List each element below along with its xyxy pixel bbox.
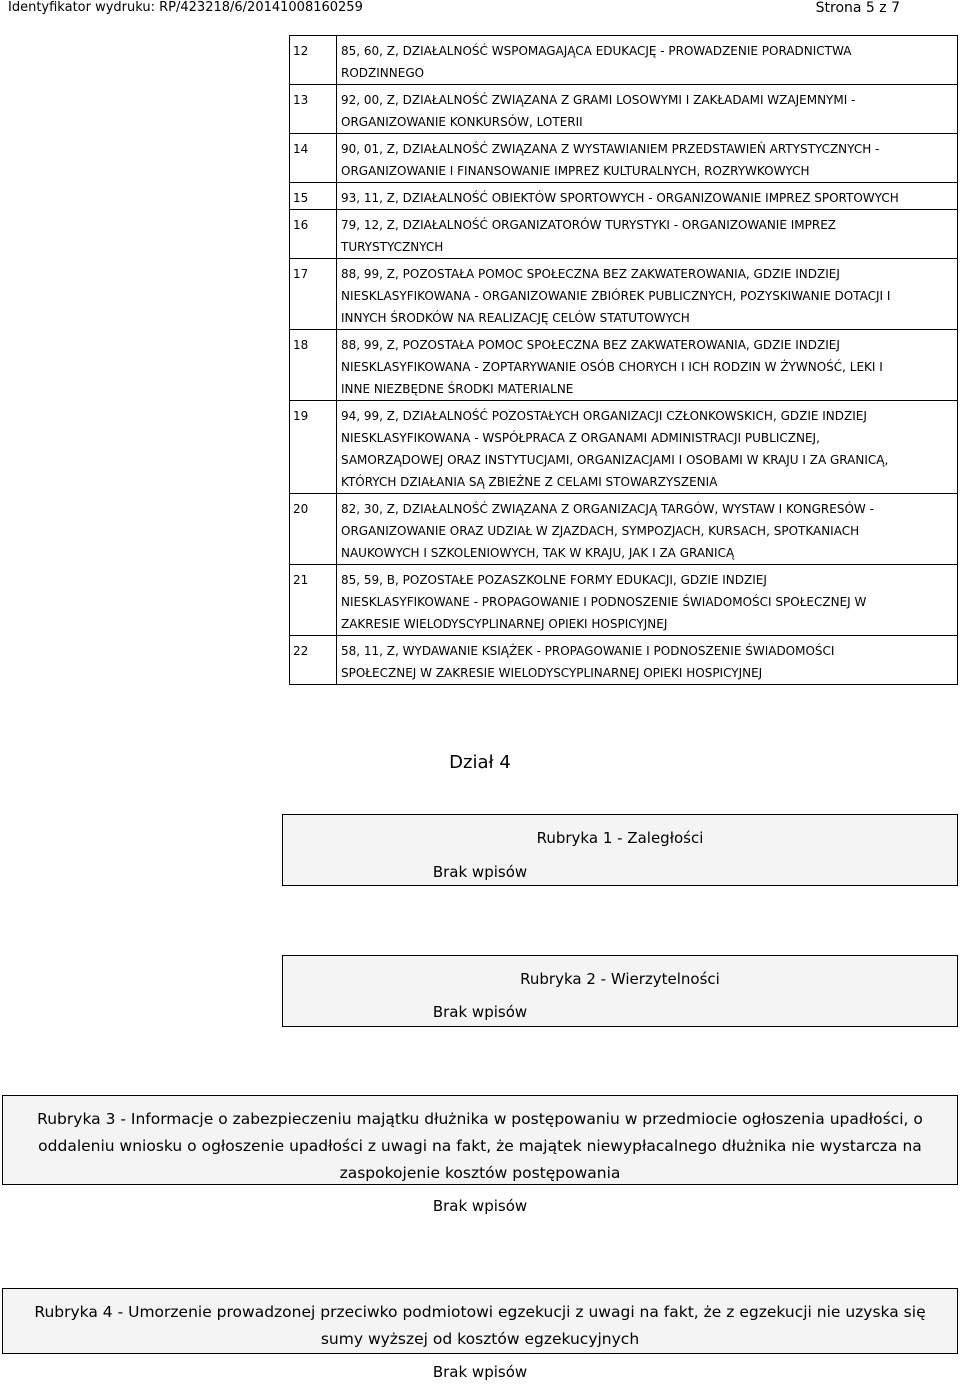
- description-line: ORGANIZOWANIE I FINANSOWANIE IMPREZ KULTURALNYCH, ROZRYWKOWYCH: [341, 164, 810, 178]
- rubryka-3-title-line: oddaleniu wniosku o ogłoszenie upadłości z uwagi na fakt, że majątek niewypłacalnego dłużnika nie wystarcza na: [38, 1137, 922, 1155]
- description-line: NIESKLASYFIKOWANA - WSPÓŁPRACA Z ORGANAMI ADMINISTRACJI PUBLICZNEJ,: [341, 431, 820, 445]
- rubryka-4-title-line: sumy wyższej od kosztów egzekucyjnych: [320, 1330, 640, 1348]
- table-row: [290, 494, 958, 565]
- description-line: 85, 59, B, POZOSTAŁE POZASZKOLNE FORMY EDUKACJI, GDZIE INDZIEJ: [341, 573, 767, 587]
- description-line: SAMORZĄDOWEJ ORAZ INSTYTUCJAMI, ORGANIZACJAMI I OSOBAMI W KRAJU I ZA GRANICĄ,: [341, 453, 889, 467]
- description-line: 88, 99, Z, POZOSTAŁA POMOC SPOŁECZNA BEZ ZAKWATEROWANIA, GDZIE INDZIEJ: [341, 267, 840, 281]
- description-line: ZAKRESIE WIELODYSCYPLINARNEJ OPIEKI HOSPICYJNEJ: [341, 617, 668, 631]
- description-line: 88, 99, Z, POZOSTAŁA POMOC SPOŁECZNA BEZ ZAKWATEROWANIA, GDZIE INDZIEJ: [341, 338, 840, 352]
- row-description: [337, 210, 958, 259]
- print-identifier: Identyfikator wydruku: RP/423218/6/20141008160259: [8, 0, 363, 15]
- table-row: [290, 183, 958, 210]
- rubryka-1-title: Rubryka 1 - Zaległości: [536, 829, 704, 847]
- description-line: NIESKLASYFIKOWANA - ZOPTARYWANIE OSÓB CHORYCH I ICH RODZIN W ŻYWNOŚĆ, LEKI I: [341, 360, 883, 374]
- rubryka-3-title: [3, 1098, 957, 1187]
- row-description: [337, 565, 958, 636]
- description-line: TURYSTYCZNYCH: [341, 240, 444, 254]
- table-row: [290, 210, 958, 259]
- row-description: [337, 259, 958, 330]
- rubryka-4-value: Brak wpisów: [432, 1363, 528, 1381]
- description-line: 85, 60, Z, DZIAŁALNOŚĆ WSPOMAGAJĄCA EDUKACJĘ - PROWADZENIE PORADNICTWA: [341, 44, 852, 58]
- row-description: [337, 36, 958, 85]
- rubryka-3-value: Brak wpisów: [432, 1197, 528, 1215]
- description-line: 90, 01, Z, DZIAŁALNOŚĆ ZWIĄZANA Z WYSTAWIANIEM PRZEDSTAWIEŃ ARTYSTYCZNYCH -: [341, 142, 880, 156]
- table-row: [290, 134, 958, 183]
- row-number: 17: [290, 259, 337, 330]
- description-line: NIESKLASYFIKOWANE - PROPAGOWANIE I PODNOSZENIE ŚWIADOMOŚCI SPOŁECZNEJ W: [341, 595, 867, 609]
- description-line: 93, 11, Z, DZIAŁALNOŚĆ OBIEKTÓW SPORTOWYCH - ORGANIZOWANIE IMPREZ SPORTOWYCH: [341, 191, 899, 205]
- row-description: [337, 183, 958, 210]
- description-line: INNYCH ŚRODKÓW NA REALIZACJĘ CELÓW STATUTOWYCH: [341, 311, 690, 325]
- row-description: [337, 330, 958, 401]
- row-number: 20: [290, 494, 337, 565]
- description-line: 94, 99, Z, DZIAŁALNOŚĆ POZOSTAŁYCH ORGANIZACJI CZŁONKOWSKICH, GDZIE INDZIEJ: [341, 409, 867, 423]
- row-description: [337, 85, 958, 134]
- row-description: [337, 134, 958, 183]
- row-number: 16: [290, 210, 337, 259]
- row-description: [337, 401, 958, 494]
- description-line: 79, 12, Z, DZIAŁALNOŚĆ ORGANIZATORÓW TURYSTYKI - ORGANIZOWANIE IMPREZ: [341, 218, 836, 232]
- row-number: 22: [290, 636, 337, 685]
- rubryka-2-title: Rubryka 2 - Wierzytelności: [520, 970, 720, 988]
- rubryka-1-value: Brak wpisów: [432, 863, 528, 881]
- rubryka-4-title: [3, 1291, 957, 1353]
- rubryka-3-title-line: zaspokojenie kosztów postępowania: [339, 1164, 621, 1182]
- rubryka-3-title-line: Rubryka 3 - Informacje o zabezpieczeniu majątku dłużnika w postępowaniu w przedmiocie ogłoszenia upadłości, o: [37, 1110, 923, 1128]
- row-number: 13: [290, 85, 337, 134]
- print-header: [0, 0, 960, 22]
- row-number: 15: [290, 183, 337, 210]
- description-line: SPOŁECZNEJ W ZAKRESIE WIELODYSCYPLINARNEJ OPIEKI HOSPICYJNEJ: [341, 666, 763, 680]
- description-line: INNE NIEZBĘDNE ŚRODKI MATERIALNE: [341, 382, 574, 396]
- table-row: [290, 330, 958, 401]
- description-line: RODZINNEGO: [341, 66, 425, 80]
- description-line: 82, 30, Z, DZIAŁALNOŚĆ ZWIĄZANA Z ORGANIZACJĄ TARGÓW, WYSTAW I KONGRESÓW -: [341, 502, 874, 516]
- description-line: ORGANIZOWANIE ORAZ UDZIAŁ W ZJAZDACH, SYMPOZJACH, KURSACH, SPOTKANIACH: [341, 524, 860, 538]
- description-line: KTÓRYCH DZIAŁANIA SĄ ZBIEŻNE Z CELAMI STOWARZYSZENIA: [341, 475, 718, 489]
- table-row: [290, 565, 958, 636]
- row-number: 14: [290, 134, 337, 183]
- description-line: ORGANIZOWANIE KONKURSÓW, LOTERII: [341, 115, 583, 129]
- row-description: [337, 636, 958, 685]
- description-line: 58, 11, Z, WYDAWANIE KSIĄŻEK - PROPAGOWANIE I PODNOSZENIE ŚWIADOMOŚCI: [341, 644, 835, 658]
- rubryka-3-header: [2, 1095, 958, 1185]
- table-row: [290, 401, 958, 494]
- row-number: 12: [290, 36, 337, 85]
- table-row: [290, 259, 958, 330]
- rubryka-2-value: Brak wpisów: [432, 1003, 528, 1021]
- section-title: Dział 4: [449, 752, 511, 773]
- table-row: [290, 36, 958, 85]
- rubryka-4-title-line: Rubryka 4 - Umorzenie prowadzonej przeciwko podmiotowi egzekucji z uwagi na fakt, że z egzekucji nie uzyska się: [34, 1303, 926, 1321]
- page-number: Strona 5 z 7: [815, 0, 900, 16]
- row-number: 21: [290, 565, 337, 636]
- description-line: NAUKOWYCH I SZKOLENIOWYCH, TAK W KRAJU, JAK I ZA GRANICĄ: [341, 546, 735, 560]
- row-number: 18: [290, 330, 337, 401]
- description-line: 92, 00, Z, DZIAŁALNOŚĆ ZWIĄZANA Z GRAMI LOSOWYMI I ZAKŁADAMI WZAJEMNYMI -: [341, 93, 856, 107]
- row-number: 19: [290, 401, 337, 494]
- table-row: [290, 636, 958, 685]
- description-line: NIESKLASYFIKOWANA - ORGANIZOWANIE ZBIÓREK PUBLICZNYCH, POZYSKIWANIE DOTACJI I: [341, 289, 891, 303]
- rubryka-4-header: [2, 1288, 958, 1354]
- row-description: [337, 494, 958, 565]
- table-row: [290, 85, 958, 134]
- pkd-activities-table: [289, 35, 958, 685]
